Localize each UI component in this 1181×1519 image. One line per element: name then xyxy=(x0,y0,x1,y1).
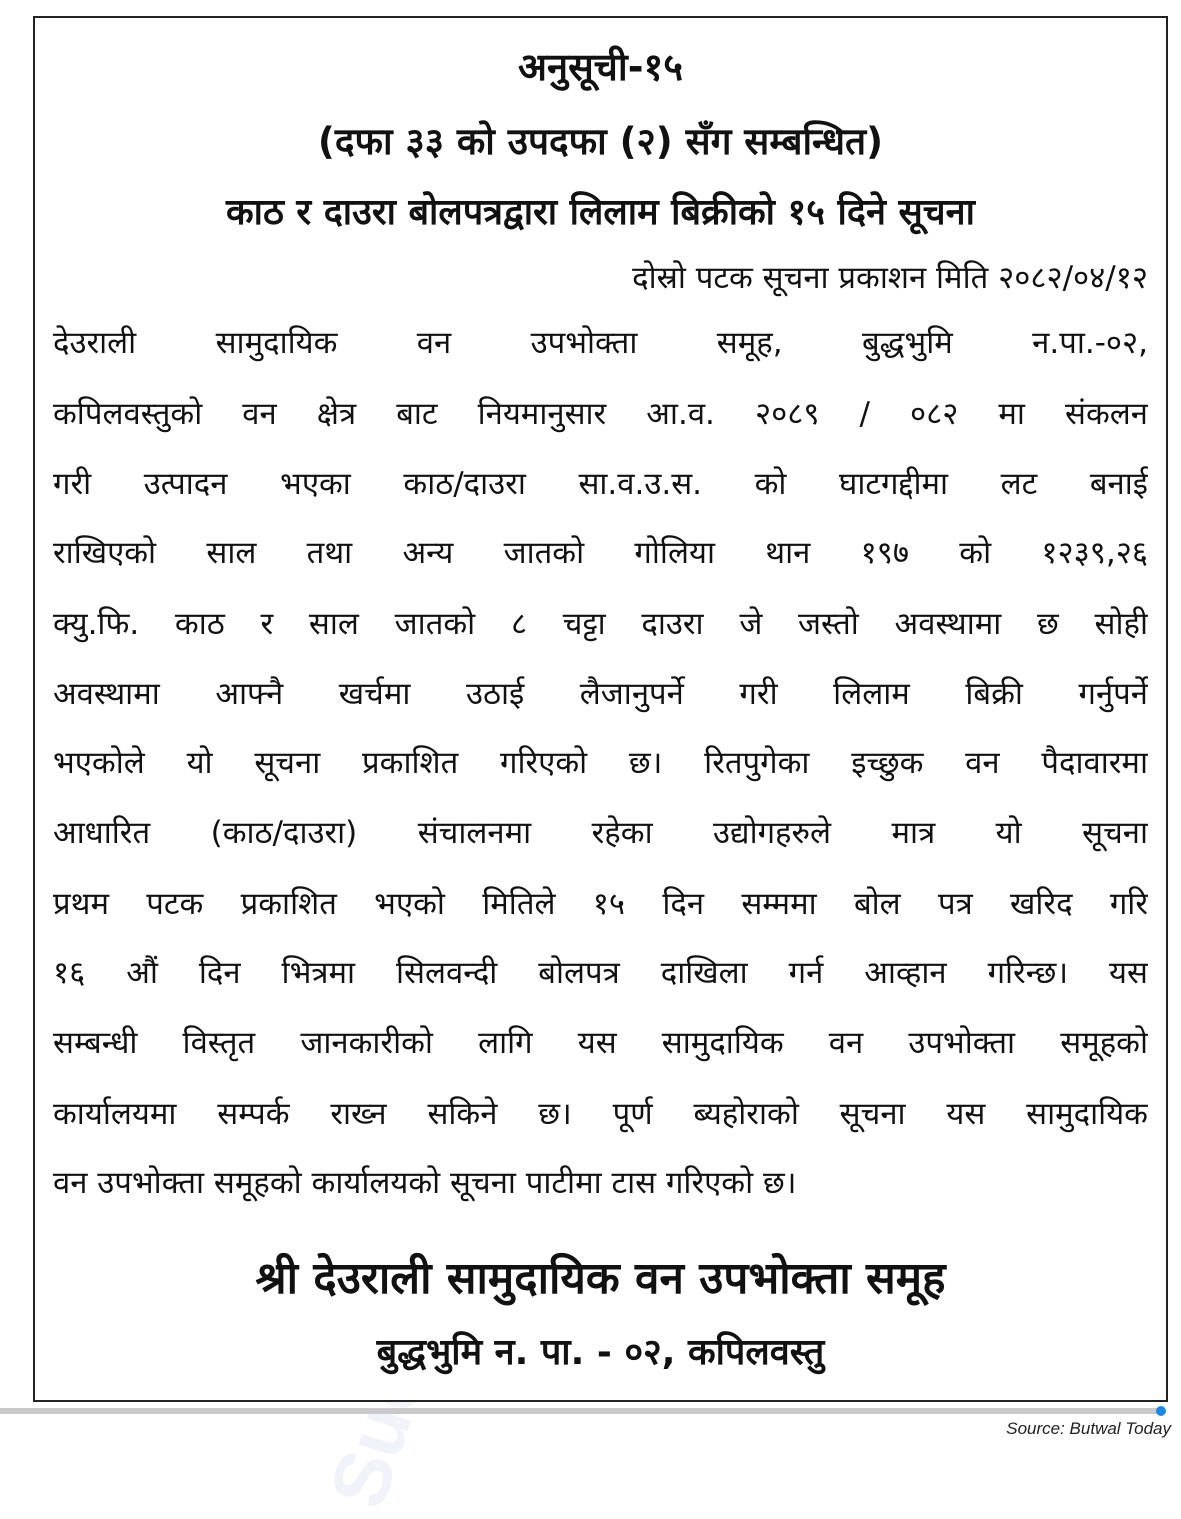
body-line: कपिलवस्तुको वन क्षेत्र बाट नियमानुसार आ.व. २०८९ / ०८२ मा संकलन xyxy=(53,396,1148,432)
body-line: सम्बन्धी विस्तृत जानकारीको लागि यस सामुदायिक वन उपभोक्ता समूहको xyxy=(53,1025,1148,1061)
publication-date-line: दोस्रो पटक सूचना प्रकाशन मिति २०८२/०४/१२ xyxy=(632,260,1148,296)
notice-heading: काठ र दाउरा बोलपत्रद्वारा लिलाम बिक्रीको १५ दिने सूचना xyxy=(226,192,975,233)
body-line: भएकोले यो सूचना प्रकाशित गरिएको छ। रितपुगेका इच्छुक वन पैदावारमा xyxy=(53,745,1148,781)
body-line: क्यु.फि. काठ र साल जातको ८ चट्टा दाउरा जे जस्तो अवस्थामा छ सोही xyxy=(53,606,1148,642)
body-line: राखिएको साल तथा अन्य जातको गोलिया थान १९७ को १२३९,२६ xyxy=(53,535,1148,571)
bottom-divider xyxy=(0,1408,1160,1414)
source-credit: Source: Butwal Today xyxy=(1006,1419,1171,1438)
organization-address: बुद्धभुमि न. पा. - ०२, कपिलवस्तु xyxy=(376,1332,825,1373)
notice-subtitle: (दफा ३३ को उपदफा (२) सँग सम्बन्धित) xyxy=(317,120,884,163)
body-line: गरी उत्पादन भएका काठ/दाउरा सा.व.उ.स. को घाटगद्दीमा लट बनाई xyxy=(53,466,1148,502)
notice-frame xyxy=(33,16,1168,1402)
body-line: आधारित (काठ/दाउरा) संचालनमा रहेका उद्योगहरुले मात्र यो सूचना xyxy=(53,815,1148,851)
body-line: कार्यालयमा सम्पर्क राख्न सकिने छ। पूर्ण ब्यहोराको सूचना यस सामुदायिक xyxy=(53,1096,1148,1132)
body-line: प्रथम पटक प्रकाशित भएको मितिले १५ दिन सम्ममा बोल पत्र खरिद गरि xyxy=(53,886,1148,922)
body-line: देउराली सामुदायिक वन उपभोक्ता समूह, बुद्धभुमि न.पा.-०२, xyxy=(53,325,1148,361)
notice-title: अनुसूची-१५ xyxy=(517,45,684,89)
organization-name: श्री देउराली सामुदायिक वन उपभोक्ता समूह xyxy=(255,1253,946,1304)
body-line: वन उपभोक्ता समूहको कार्यालयको सूचना पाटीमा टास गरिएको छ। xyxy=(53,1165,797,1201)
body-line: १६ औं दिन भित्रमा सिलवन्दी बोलपत्र दाखिला गर्न आव्हान गरिन्छ। यस xyxy=(53,955,1148,991)
body-line: अवस्थामा आफ्नै खर्चमा उठाई लैजानुपर्ने गरी लिलाम बिक्री गर्नुपर्ने xyxy=(53,676,1148,712)
dot-icon xyxy=(1156,1406,1166,1416)
